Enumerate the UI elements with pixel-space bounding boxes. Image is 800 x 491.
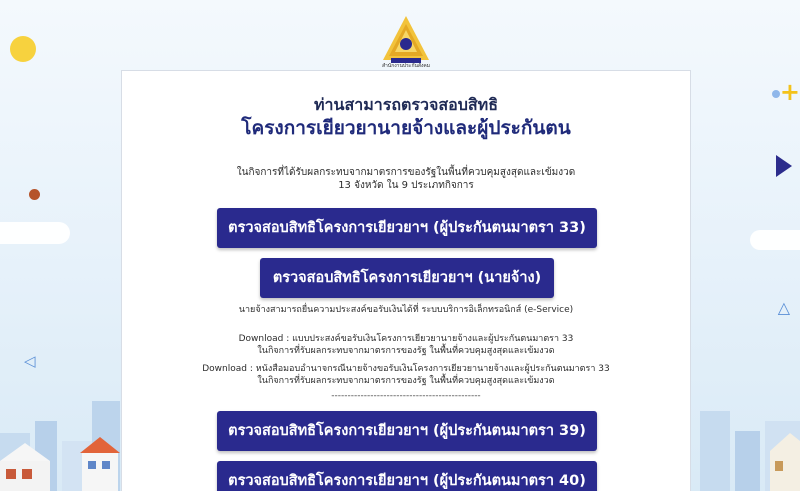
page-title-line2: โครงการเยียวยานายจ้างและผู้ประกันตน	[241, 117, 571, 139]
cloud-decoration	[750, 230, 800, 250]
logo-caption: สำนักงานประกันสังคม	[381, 63, 431, 69]
download-authorization-line2: ในกิจการที่รับผลกระทบจากมาตรการของรัฐ ในพื้นที่ควบคุมสูงสุดและเข้มงวด	[257, 376, 555, 386]
yellow-circle-decoration	[10, 36, 36, 62]
download-authorization-line1[interactable]: Download : หนังสือมอบอำนาจกรณีนายจ้างขอรับเงินโครงการเยียวยานายจ้างและผู้ประกันตนมาตรา 33	[202, 364, 610, 374]
check-section40-button[interactable]: ตรวจสอบสิทธิโครงการเยียวยาฯ (ผู้ประกันตนมาตรา 40)	[217, 461, 597, 491]
blue-dot-decoration	[772, 90, 780, 98]
page-title-line1: ท่านสามารถตรวจสอบสิทธิ	[314, 95, 498, 114]
brown-dot-decoration	[29, 189, 40, 200]
main-panel	[121, 70, 691, 491]
intro-line1: ในกิจการที่ได้รับผลกระทบจากมาตรการของรัฐในพื้นที่ควบคุมสูงสุดและเข้มงวด	[236, 167, 576, 178]
check-employer-button[interactable]: ตรวจสอบสิทธิโครงการเยียวยาฯ (นายจ้าง)	[260, 258, 554, 298]
plus-decoration: +	[779, 78, 800, 106]
employer-eservice-note[interactable]: นายจ้างสามารถยื่นความประสงค์ขอรับเงินได้ที่ ระบบบริการอิเล็กทรอนิกส์ (e-Service)	[238, 305, 574, 315]
triangle-decoration	[776, 155, 792, 177]
cloud-decoration	[0, 222, 70, 244]
check-section33-button[interactable]: ตรวจสอบสิทธิโครงการเยียวยาฯ (ผู้ประกันตนมาตรา 33)	[217, 208, 597, 248]
intro-line2: 13 จังหวัด ใน 9 ประเภทกิจการ	[338, 180, 474, 191]
download-form-link[interactable]	[122, 333, 690, 357]
triangle-outline-icon: △	[777, 298, 790, 317]
download-form-line1[interactable]: Download : แบบประสงค์ขอรับเงินโครงการเยียวยานายจ้างและผู้ประกันตนมาตรา 33	[238, 334, 574, 344]
download-authorization-link[interactable]	[122, 363, 690, 387]
triangle-outline-icon: ◁	[24, 352, 36, 370]
check-section39-button[interactable]: ตรวจสอบสิทธิโครงการเยียวยาฯ (ผู้ประกันตนมาตรา 39)	[217, 411, 597, 451]
download-form-line2: ในกิจการที่รับผลกระทบจากมาตรการของรัฐ ในพื้นที่ควบคุมสูงสุดและเข้มงวด	[257, 346, 555, 356]
section-divider: ----------------------------------------------	[331, 391, 481, 401]
